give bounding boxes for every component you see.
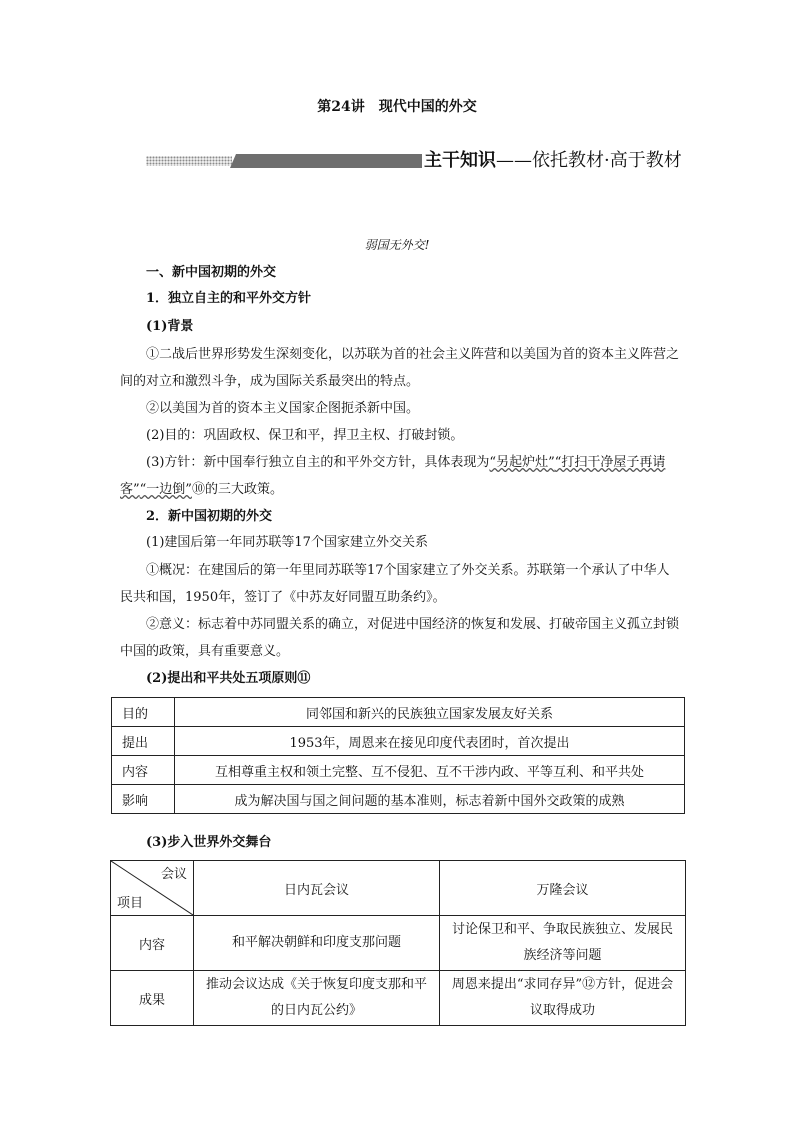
table-row	[111, 916, 686, 971]
handwritten-note: 弱国无外交!	[364, 238, 430, 252]
row-value: 1953年，周恩来在接见印度代表团时，首次提出	[175, 727, 685, 756]
policy-term-3: “一边倒”	[139, 482, 192, 497]
row-value: 同邻国和新兴的民族独立国家发展友好关系	[175, 698, 685, 727]
background-paragraph-2: ②以美国为首的资本主义国家企图扼杀新中国。	[146, 401, 420, 416]
page-title: 第24讲 现代中国的外交	[317, 99, 477, 115]
relations-paragraph-2: ②意义：标志着中苏同盟关系的确立，对促进中国经济的恢复和发展、打破帝国主义孤立封锁中国的政策，具有重要意义。	[120, 617, 680, 659]
row-header: 提出	[112, 727, 175, 756]
banner-sub: ——依托教材·高于教材	[496, 150, 682, 171]
row-header: 内容	[112, 756, 175, 785]
five-principles-table	[111, 697, 685, 814]
subsection-heading-2: 2．新中国初期的外交	[146, 509, 273, 524]
geneva-cell: 推动会议达成《关于恢复印度支那和平的日内瓦公约》	[194, 971, 440, 1026]
row-value: 互相尊重主权和领土完整、互不侵犯、互不干涉内政、平等互利、和平共处	[175, 756, 685, 785]
diagonal-header	[111, 861, 193, 915]
table-row	[112, 698, 685, 727]
diplomacy-stage-heading: (3)步入世界外交舞台	[146, 835, 272, 850]
bandung-cell: 讨论保卫和平、争取民族独立、发展民族经济等问题	[439, 916, 685, 971]
section-heading: 一、新中国初期的外交	[146, 265, 277, 280]
corner-label-bottom: 项目	[117, 896, 144, 911]
corner-label-top: 会议	[160, 867, 187, 882]
policy-term-1: “另起炉灶”	[489, 455, 555, 470]
column-header-bandung: 万隆会议	[439, 861, 685, 916]
row-header: 目的	[112, 698, 175, 727]
relations-paragraph-1: ①概况：在建国后的第一年里同苏联等17个国家建立了外交关系。苏联第一个承认了中华人民共和国，1950年，签订了《中苏友好同盟互助条约》。	[120, 563, 670, 605]
conference-table	[110, 860, 686, 1026]
banner-bar	[230, 154, 422, 168]
table-row	[112, 727, 685, 756]
table-header-row	[111, 861, 686, 916]
background-paragraph-1: ①二战后世界形势发生深刻变化，以苏联为首的社会主义阵营和以美国为首的资本主义阵营之间的对立和激烈斗争，成为国际关系最突出的特点。	[120, 347, 680, 389]
item-heading-background: (1)背景	[146, 319, 194, 334]
banner-main: 主干知识	[424, 150, 496, 171]
column-header-geneva: 日内瓦会议	[194, 861, 440, 916]
policy-text: (3)方针：新中国奉行独立自主的和平外交方针，具体表现为	[146, 455, 490, 470]
table-row	[112, 785, 685, 814]
geneva-cell: 和平解决朝鲜和印度支那问题	[194, 916, 440, 971]
bandung-cell: 周恩来提出“求同存异”⑫方针，促进会议取得成功	[439, 971, 685, 1026]
policy-paragraph	[120, 449, 680, 503]
table-row	[111, 971, 686, 1026]
corner-cell	[111, 861, 194, 916]
table-row	[112, 756, 685, 785]
banner-text	[424, 146, 682, 172]
policy-text-end: ⑩的三大政策。	[191, 482, 283, 497]
row-value: 成为解决国与国之间问题的基本准则，标志着新中国外交政策的成熟	[175, 785, 685, 814]
purpose-paragraph: (2)目的：巩固政权、保卫和平，捍卫主权、打破封锁。	[146, 428, 464, 443]
row-header: 内容	[111, 916, 194, 971]
banner-dots	[146, 156, 232, 166]
row-header: 影响	[112, 785, 175, 814]
policy-term-2: “打扫干净屋子再请客”	[120, 455, 666, 497]
five-principles-heading: (2)提出和平共处五项原则⑪	[146, 671, 311, 686]
subsection-heading: 1．独立自主的和平外交方针	[146, 291, 312, 306]
row-header: 成果	[111, 971, 194, 1026]
relations-heading: (1)建国后第一年同苏联等17个国家建立外交关系	[146, 535, 428, 550]
